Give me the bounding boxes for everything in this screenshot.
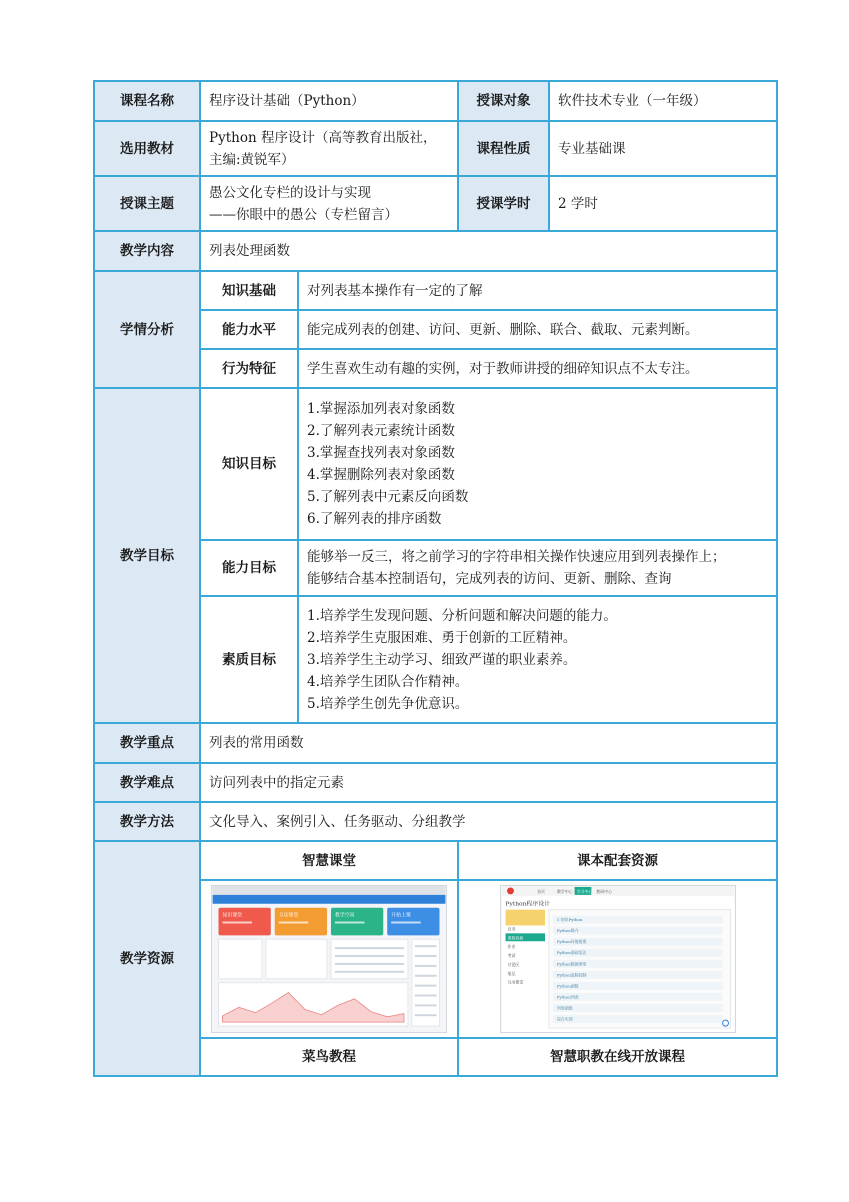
- quality-goal-item: 1.培养学生发现问题、分析问题和解决问题的能力。: [307, 607, 617, 624]
- theme-label: 授课主题: [94, 176, 200, 231]
- course-cover-image: [505, 910, 544, 926]
- dashboard-card-title: 开始上课: [391, 912, 411, 919]
- difficulty-value: 访问列表中的指定元素: [200, 763, 777, 802]
- textbook-line: 主编:黄锐军）: [209, 151, 295, 168]
- theme-line: ——你眼中的愚公（专栏留言）: [209, 206, 398, 223]
- textbook-line: Python 程序设计（高等教育出版社，: [209, 129, 437, 146]
- catalog-item: Python基础语法: [556, 950, 586, 956]
- ability-goal-line: 能够举一反三，将之前学习的字符串相关操作快速应用到列表操作上；: [307, 549, 726, 565]
- resources-label: 教学资源: [94, 841, 200, 1076]
- knowledge-goal-item: 5.了解列表中元素反向函数: [307, 489, 469, 505]
- course-resource-screenshot: [500, 885, 736, 1033]
- dashboard-card-title: 知识课堂: [222, 912, 243, 919]
- card-text-line: [335, 922, 365, 924]
- catalog-item: Python数据类型: [556, 961, 586, 967]
- audience-value: 软件技术专业（一年级）: [549, 81, 777, 121]
- analysis-item-label: 能力水平: [200, 310, 298, 349]
- resource-runoob: 菜鸟教程: [200, 1038, 458, 1076]
- panel-text-line: [335, 963, 404, 965]
- textbook-label: 选用教材: [94, 121, 200, 176]
- catalog-item: Python环境搭建: [556, 939, 586, 945]
- side-menu-item: 课程资源: [507, 935, 523, 941]
- knowledge-goal-label: 知识目标: [200, 388, 298, 540]
- catalog-item: 列表函数: [556, 1005, 573, 1011]
- side-list-line: [415, 1004, 437, 1006]
- browser-bar: [213, 886, 446, 895]
- lesson-plan-table: [93, 80, 778, 1077]
- side-list-line: [415, 985, 437, 987]
- card-text-line: [222, 922, 252, 924]
- textbook-value: [200, 121, 458, 176]
- dashboard-panel: [412, 939, 440, 1026]
- side-menu-item: 笔记: [507, 970, 515, 976]
- side-menu-item: 目录: [507, 926, 515, 932]
- content-label: 教学内容: [94, 231, 200, 271]
- side-list-line: [415, 1014, 437, 1016]
- app-header-bar: [213, 895, 446, 904]
- row-resources-header: [94, 841, 777, 880]
- resource-icve-course: 智慧职教在线开放课程: [458, 1038, 777, 1076]
- nature-value: 专业基础课: [549, 121, 777, 176]
- analysis-item-value: 能完成列表的创建、访问、更新、删除、联合、截取、元素判断。: [298, 310, 777, 349]
- theme-line: 愚公文化专栏的设计与实现: [209, 184, 371, 201]
- course-resource-screenshot-cell: [458, 880, 777, 1038]
- goals-label: 教学目标: [94, 388, 200, 723]
- panel-text-line: [335, 971, 404, 973]
- hours-label: 授课学时: [458, 176, 549, 231]
- catalog-item: Python列表: [556, 994, 579, 1000]
- ability-goal-label: 能力目标: [200, 540, 298, 596]
- catalog-row: [552, 1004, 722, 1012]
- row-difficulty: [94, 763, 777, 802]
- course-name-value: 程序设计基础（Python）: [200, 81, 458, 121]
- dashboard-panel: [219, 939, 262, 978]
- catalog-item: Python函数: [556, 983, 579, 989]
- difficulty-label: 教学难点: [94, 763, 200, 802]
- side-list-line: [415, 955, 437, 957]
- quality-goal-item: 4.培养学生团队合作精神。: [307, 673, 469, 690]
- panel-text-line: [335, 955, 404, 957]
- audience-label: 授课对象: [458, 81, 549, 121]
- ability-goal-text: [298, 540, 777, 596]
- side-menu-item: 作业: [507, 944, 515, 950]
- catalog-row: [552, 1015, 722, 1023]
- knowledge-goal-item: 3.掌握查找列表对象函数: [307, 445, 455, 461]
- dashboard-panel: [266, 939, 327, 978]
- row-textbook: [94, 121, 777, 176]
- theme-value: [200, 176, 458, 231]
- nav-item: 教研中心: [595, 888, 612, 894]
- card-text-line: [279, 922, 309, 924]
- nav-item: 首页: [536, 888, 545, 894]
- side-menu-item: 讨论区: [507, 961, 519, 967]
- analysis-label: 学情分析: [94, 271, 200, 388]
- analysis-item-label: 行为特征: [200, 349, 298, 388]
- quality-goal-item: 3.培养学生主动学习、细致严谨的职业素养。: [307, 651, 577, 668]
- nature-label: 课程性质: [458, 121, 549, 176]
- quality-goal-label: 素质目标: [200, 596, 298, 723]
- resource-header-smart-class: 智慧课堂: [200, 841, 458, 880]
- dashboard-card-title: 教学空间: [334, 912, 355, 919]
- row-content: [94, 231, 777, 271]
- analysis-item-value: 对列表基本操作有一定的了解: [298, 271, 777, 310]
- resource-header-textbook: 课本配套资源: [458, 841, 777, 880]
- course-title: Python程序设计: [505, 901, 550, 908]
- quality-goal-list: [298, 596, 777, 723]
- row-theme: [94, 176, 777, 231]
- quality-goal-item: 2.培养学生克服困难、勇于创新的工匠精神。: [307, 629, 577, 646]
- row-method: [94, 802, 777, 841]
- analysis-item-value: 学生喜欢生动有趣的实例，对于教师讲授的细碎知识点不太专注。: [298, 349, 777, 388]
- key-point-label: 教学重点: [94, 723, 200, 763]
- side-list-line: [415, 995, 437, 997]
- side-menu-item: 考试: [507, 953, 515, 959]
- lesson-plan-document: [93, 80, 776, 1077]
- row-goal-knowledge: [94, 388, 777, 540]
- card-text-line: [391, 922, 421, 924]
- catalog-item: 1 初识Python: [556, 917, 582, 923]
- side-list-line: [415, 965, 437, 967]
- method-value: 文化导入、案例引入、任务驱动、分组教学: [200, 802, 777, 841]
- ability-goal-line: 能够结合基本控制语句，完成列表的访问、更新、删除、查询: [307, 571, 672, 587]
- row-analysis-knowledge: [94, 271, 777, 310]
- site-logo-icon: [507, 887, 514, 894]
- side-list-line: [415, 975, 437, 977]
- key-point-value: 列表的常用函数: [200, 723, 777, 763]
- dashboard-card-title: 互动课堂: [278, 912, 299, 919]
- method-label: 教学方法: [94, 802, 200, 841]
- knowledge-goal-item: 1.掌握添加列表对象函数: [307, 401, 455, 417]
- catalog-item: 综合实训: [556, 1016, 573, 1022]
- analysis-item-label: 知识基础: [200, 271, 298, 310]
- nav-item: 学习中心: [576, 888, 592, 894]
- catalog-item: Python流程控制: [556, 972, 586, 978]
- catalog-item: Python简介: [556, 928, 579, 934]
- knowledge-goal-item: 6.了解列表的排序函数: [307, 511, 442, 527]
- row-key-point: [94, 723, 777, 763]
- hours-value: 2 学时: [549, 176, 777, 231]
- smart-class-screenshot-cell: [200, 880, 458, 1038]
- knowledge-goal-item: 4.掌握删除列表对象函数: [307, 467, 455, 483]
- knowledge-goal-list: [298, 388, 777, 540]
- smart-class-screenshot: [211, 885, 447, 1033]
- side-list-line: [415, 945, 437, 947]
- content-value: 列表处理函数: [200, 231, 777, 271]
- knowledge-goal-item: 2.了解列表元素统计函数: [307, 423, 455, 439]
- side-menu-item: 互动课堂: [507, 979, 523, 985]
- panel-text-line: [335, 947, 404, 949]
- row-course-name: [94, 81, 777, 121]
- course-name-label: 课程名称: [94, 81, 200, 121]
- quality-goal-item: 5.培养学生创先争优意识。: [307, 695, 469, 712]
- nav-item: 教学中心: [556, 888, 573, 894]
